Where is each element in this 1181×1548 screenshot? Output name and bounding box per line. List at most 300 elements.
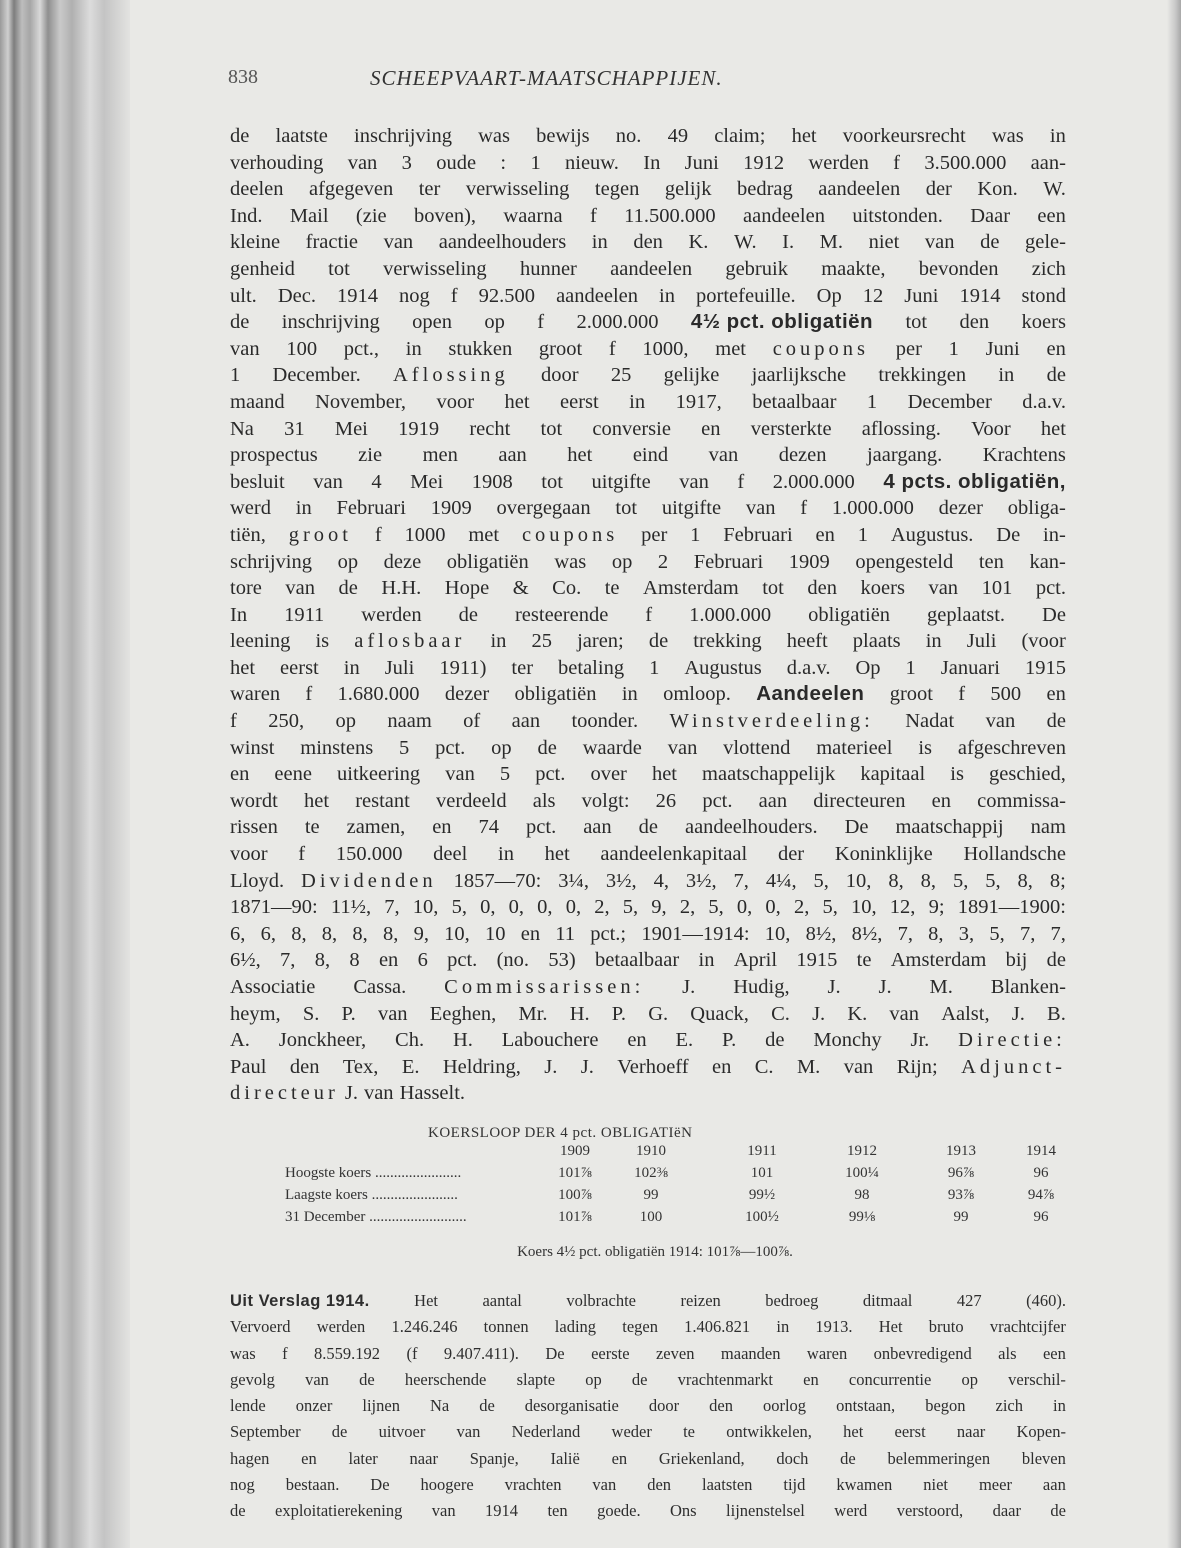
table-title: KOERSLOOP DER 4 pct. OBLIGATIëN <box>428 1125 693 1141</box>
word: te <box>304 816 320 839</box>
word: ontstaan, <box>836 1396 896 1416</box>
verslag-paragraph <box>230 1288 1066 1525</box>
word: trekking <box>693 630 762 653</box>
word: pct. <box>702 789 733 812</box>
word: als <box>532 789 556 812</box>
word: 1908 <box>471 470 513 493</box>
word: de <box>1050 1501 1066 1521</box>
word: de <box>230 125 250 147</box>
word: kwamen <box>836 1475 893 1495</box>
text-line <box>230 1341 1066 1367</box>
text-line <box>230 283 1066 310</box>
word: J. <box>682 976 696 998</box>
word: 1911) <box>439 656 487 679</box>
word: 1.246.246 <box>391 1317 458 1337</box>
word: voor <box>436 390 475 413</box>
word: 3½, <box>685 869 717 892</box>
word: 1 <box>649 656 660 679</box>
word: f <box>450 284 458 307</box>
word: vrachtcijfer <box>989 1317 1066 1337</box>
word: tegen <box>622 1317 658 1337</box>
word: 1 <box>905 656 916 679</box>
spaced-term: Directie: <box>958 1029 1066 1052</box>
word: 8, <box>920 869 937 892</box>
bold-term: Aandeelen <box>756 682 865 706</box>
word: en <box>627 1029 647 1052</box>
table-footnote: Koers 4½ pct. obligatiën 1914: 101⅞—100⅞. <box>517 1244 793 1260</box>
word: van <box>456 1422 481 1442</box>
word: verstoord, <box>896 1501 964 1521</box>
word: P. <box>611 1002 627 1025</box>
word: ult. <box>230 284 257 307</box>
word: de <box>479 1396 495 1416</box>
word: 2, <box>679 896 696 919</box>
word: Juni <box>684 151 719 174</box>
word: stond <box>1021 284 1066 307</box>
word: in <box>629 390 646 413</box>
word: 1911 <box>284 603 325 626</box>
word: maanden <box>720 1343 781 1363</box>
word: de <box>648 630 669 653</box>
word: als <box>998 1343 1017 1363</box>
word: pct. <box>435 736 466 759</box>
word: de <box>638 816 658 839</box>
word: 8, <box>1017 869 1033 892</box>
word: wordt <box>230 789 278 812</box>
word: verwisseling <box>465 178 570 201</box>
word: materieel <box>816 736 893 759</box>
word: aandeelenkapitaal <box>600 843 748 866</box>
word: Nederland <box>511 1422 581 1442</box>
word: 3¼, <box>558 869 589 892</box>
text-line <box>230 389 1066 416</box>
word: Januari <box>940 656 1000 679</box>
table-cell: 99 <box>643 1187 659 1203</box>
word: Augustus. <box>890 523 974 546</box>
word: jaargang. <box>866 444 943 467</box>
word: aan <box>758 789 788 812</box>
word: van <box>285 577 315 600</box>
word: de <box>840 1448 856 1468</box>
word: Februari <box>336 497 406 520</box>
word: 1913. <box>815 1317 853 1337</box>
spaced-term: Aflossing <box>393 364 509 387</box>
word: Februari <box>693 550 764 573</box>
word: De <box>1042 603 1066 626</box>
word: deel <box>433 843 468 866</box>
word: versterkte <box>750 417 832 440</box>
word: maand <box>230 390 285 413</box>
word: aandeelhouders. <box>684 816 818 839</box>
word: f <box>230 710 237 733</box>
word: f <box>589 204 597 227</box>
year-header: 1913 <box>946 1143 976 1159</box>
word: van <box>313 470 343 493</box>
word: 8, <box>314 949 331 972</box>
word: bruto <box>928 1317 964 1337</box>
word: is <box>315 630 330 653</box>
word: obligatiën <box>514 683 597 706</box>
text-line <box>230 841 1066 868</box>
year-header: 1911 <box>747 1143 777 1159</box>
word: kleine <box>230 231 281 254</box>
word: dezer <box>444 683 490 706</box>
main-text <box>230 123 1066 1107</box>
word: 8, <box>382 922 399 945</box>
word: uitvoer <box>378 1422 426 1442</box>
word: omloop. <box>663 683 731 706</box>
word: reizen <box>680 1291 721 1310</box>
word: 10, <box>764 922 791 945</box>
word: aandeelen <box>818 178 901 201</box>
word: uitgifte <box>591 470 651 493</box>
word: goede. <box>597 1501 641 1521</box>
word: Het <box>414 1291 438 1310</box>
word: opengesteld <box>855 550 954 573</box>
word: 6, <box>230 922 246 945</box>
word: 3 <box>401 151 412 174</box>
word: deze <box>383 550 422 573</box>
word: 0, <box>736 896 753 919</box>
spaced-term: coupons <box>521 523 619 546</box>
word: 2.000.000 <box>772 470 855 493</box>
text-line <box>230 229 1066 256</box>
word: uitkeering <box>337 763 421 786</box>
word: De <box>996 523 1021 546</box>
word: hunner <box>519 257 577 280</box>
word: op <box>335 710 356 733</box>
word: 1 <box>690 523 701 546</box>
word: was <box>554 550 587 573</box>
word: directeuren <box>813 789 906 812</box>
word: is <box>918 736 932 759</box>
word: Juni <box>904 284 939 307</box>
word: P. <box>722 1029 737 1052</box>
word: de <box>631 1369 648 1389</box>
word: 0, <box>537 896 553 919</box>
word: 8, <box>352 922 368 945</box>
word: 1 <box>866 390 878 413</box>
word: 1 <box>530 151 541 174</box>
word: Cassa. <box>353 976 407 998</box>
word: bedrag <box>736 178 793 201</box>
word: Jonckheer, <box>278 1029 367 1052</box>
word: te <box>856 949 872 972</box>
word: van <box>445 763 475 786</box>
spaced-term: Winstverdeeling: <box>669 710 874 733</box>
word: 5, <box>813 869 829 892</box>
word: Rijn; <box>896 1055 938 1078</box>
word: 7, <box>897 922 913 945</box>
word: Augustus <box>684 656 762 679</box>
word: bevonden <box>918 257 999 280</box>
text-line <box>230 336 1066 363</box>
word: 6 <box>417 949 428 972</box>
word: De <box>370 1475 390 1495</box>
word: 2.000.000 <box>576 311 659 334</box>
word: zamen, <box>346 816 406 839</box>
table-cell: 100½ <box>745 1209 779 1225</box>
word: Jr. <box>910 1029 930 1052</box>
word: 1.000.000 <box>689 603 772 626</box>
word: fractie <box>305 231 358 254</box>
word: 5, <box>822 896 838 919</box>
word: van <box>667 736 698 759</box>
text-line <box>230 602 1066 629</box>
word: 427 <box>956 1291 982 1310</box>
word: no. <box>615 125 642 147</box>
word: Hollandsche <box>963 843 1066 866</box>
word: J. <box>344 1082 358 1105</box>
row-label: Hoogste koers ....................... <box>285 1165 462 1181</box>
word: Daar <box>970 204 1011 227</box>
word: stukken <box>448 337 513 360</box>
word: en <box>1046 337 1066 360</box>
word: M. <box>929 976 953 998</box>
word: tonnen <box>483 1317 529 1337</box>
word: afgegeven <box>308 178 394 201</box>
word: kan- <box>1029 550 1066 573</box>
word: obligatiën <box>446 550 529 573</box>
word: verdeeld <box>436 789 507 812</box>
word: zie <box>358 444 383 467</box>
word: doch <box>776 1448 809 1468</box>
word: van <box>924 231 955 254</box>
text-line <box>230 176 1066 203</box>
word: later <box>348 1448 378 1468</box>
word: de <box>331 1422 348 1442</box>
word: A. <box>230 1029 250 1052</box>
word: 100 <box>286 337 318 360</box>
running-head: SCHEEPVAART-MAATSCHAPPIJEN. <box>370 66 723 90</box>
word: 1909 <box>788 550 830 573</box>
word: hagen <box>230 1448 270 1468</box>
word: van <box>745 497 776 520</box>
word: gele- <box>1024 231 1066 254</box>
word: en <box>711 1055 732 1078</box>
text-line <box>230 894 1066 921</box>
word: der <box>925 178 952 201</box>
text-line <box>230 681 1066 708</box>
word: besluit <box>230 470 285 493</box>
word: de <box>1046 949 1066 972</box>
word: in <box>405 337 422 360</box>
word: 1914 <box>336 284 378 307</box>
word: f <box>737 470 745 493</box>
word: Ch. <box>395 1029 425 1052</box>
word: Na <box>429 1396 450 1416</box>
word: 5, <box>989 922 1005 945</box>
word: f <box>282 1343 288 1363</box>
word: van <box>230 337 260 360</box>
text-line <box>230 628 1066 655</box>
word: nam <box>1030 816 1066 839</box>
word: oude <box>436 151 477 174</box>
word: resteerende <box>514 603 609 626</box>
word: In <box>230 603 248 626</box>
word: 6, <box>260 922 276 945</box>
word: laatste <box>275 125 328 147</box>
text-line <box>230 1393 1066 1419</box>
word: Paul <box>230 1055 267 1078</box>
year-header: 1909 <box>560 1143 590 1159</box>
word: Griekenland, <box>658 1448 745 1468</box>
word: tot <box>905 311 928 334</box>
page-number: 838 <box>228 66 258 88</box>
word: de <box>230 311 250 334</box>
word: te <box>683 1422 695 1442</box>
word: leening <box>230 630 291 653</box>
word: 11½, <box>330 896 372 919</box>
word: M. <box>796 1055 821 1078</box>
word: Aalst, <box>941 1002 990 1025</box>
page-right-edge <box>1167 0 1181 1548</box>
word: 3.500.000 <box>924 151 1007 174</box>
table-cell: 101⅞ <box>558 1165 592 1181</box>
word: daar <box>992 1501 1021 1521</box>
word: geschied, <box>989 763 1066 786</box>
word: begon <box>925 1396 966 1416</box>
word: deelen <box>230 178 284 201</box>
word: 53) <box>548 949 576 972</box>
word: 7, <box>1019 922 1036 945</box>
table-cell: 101⅞ <box>558 1209 592 1225</box>
word: geplaatst. <box>927 603 1006 626</box>
spaced-term: coupons <box>772 337 870 360</box>
word: jaren; <box>577 630 624 653</box>
word: 9.407.411). <box>443 1343 519 1363</box>
word: van <box>708 444 739 467</box>
word: exploitatierekening <box>275 1501 403 1521</box>
word: koers <box>1021 311 1066 334</box>
word: maatschappelijk <box>702 763 836 786</box>
word: verhouding <box>230 151 324 174</box>
word: volgt: <box>581 789 630 812</box>
word: en <box>432 816 452 839</box>
word: door <box>541 364 579 387</box>
word: tot <box>615 497 638 520</box>
word: tot <box>541 470 563 493</box>
word: In <box>643 151 661 174</box>
word: bij <box>1005 949 1028 972</box>
word: en <box>815 523 835 546</box>
word: belemmeringen <box>887 1448 991 1468</box>
word: 8½, <box>851 922 883 945</box>
word: van <box>347 151 378 174</box>
word: in <box>998 364 1015 387</box>
word: 1914 <box>485 1501 519 1521</box>
word: 1914 <box>959 284 1001 307</box>
word: toonder. <box>571 710 639 733</box>
word: de <box>1046 710 1066 733</box>
word: 25 <box>610 364 632 387</box>
word: gevolg <box>230 1369 275 1389</box>
word: het <box>791 125 817 147</box>
word: 1000, <box>642 337 689 360</box>
word: Het <box>878 1317 903 1337</box>
word: ten <box>547 1501 568 1521</box>
word: werd <box>230 497 271 520</box>
word: van <box>383 231 414 254</box>
page-header <box>228 66 1068 96</box>
word: vrachten <box>504 1475 562 1495</box>
word: Kopen- <box>1016 1422 1066 1442</box>
word: aandeelen <box>743 204 825 227</box>
text-line <box>230 788 1066 815</box>
word: eerst <box>560 390 599 413</box>
word: hoogere <box>420 1475 474 1495</box>
word: jaarlijksche <box>751 364 847 387</box>
text-line <box>230 655 1066 682</box>
word: op <box>611 550 633 573</box>
word: 2 <box>657 550 669 573</box>
text-line <box>230 1419 1066 1445</box>
text-line <box>230 123 1066 150</box>
word: 5, <box>451 896 467 919</box>
word: K. <box>847 1002 868 1025</box>
word: in <box>1049 125 1066 147</box>
word: Voor <box>971 417 1011 440</box>
word: ten <box>978 550 1004 573</box>
text-line <box>230 947 1066 974</box>
word: Februari <box>723 523 793 546</box>
word: E. <box>401 1055 420 1078</box>
word: Verhoeff <box>617 1055 689 1078</box>
word: conversie <box>592 417 671 440</box>
word: 0, <box>765 896 781 919</box>
word: ter <box>418 178 441 201</box>
word: koers <box>860 577 905 600</box>
word: P. <box>341 1002 356 1025</box>
word: in <box>776 1317 790 1337</box>
word: 9, <box>413 922 429 945</box>
word: den <box>709 1396 733 1416</box>
text-line <box>230 1472 1066 1498</box>
text-line <box>230 469 1066 496</box>
word: 8.559.192 <box>314 1343 381 1363</box>
word: heym, <box>230 1002 281 1025</box>
word: 1 <box>948 337 959 360</box>
word: op <box>585 1369 602 1389</box>
word: werd <box>834 1501 868 1521</box>
word: ditmaal <box>862 1291 913 1310</box>
word: aan <box>583 816 612 839</box>
word: uitstonden. <box>852 204 943 227</box>
word: Op <box>816 284 842 307</box>
word: het <box>651 763 677 786</box>
word: recht <box>469 417 511 440</box>
word: verwisseling <box>383 257 487 280</box>
word: 4 <box>371 470 382 493</box>
word: f <box>374 523 382 546</box>
word: 4¼, <box>765 869 797 892</box>
word: September <box>230 1422 301 1442</box>
word: boven), <box>413 204 477 227</box>
word: vrachtenmarkt <box>677 1369 773 1389</box>
word: 8½, <box>805 922 837 945</box>
word: 1.680.000 <box>337 683 420 706</box>
word: C. <box>754 1055 774 1078</box>
word: lende <box>230 1396 266 1416</box>
word: f <box>608 337 616 360</box>
word: 25 <box>531 630 552 653</box>
word: op <box>337 550 359 573</box>
word: tijd <box>783 1475 806 1495</box>
word: het <box>843 1422 864 1442</box>
word: vlottend <box>723 736 791 759</box>
word: van <box>985 710 1016 733</box>
word: Dec. <box>277 284 316 307</box>
